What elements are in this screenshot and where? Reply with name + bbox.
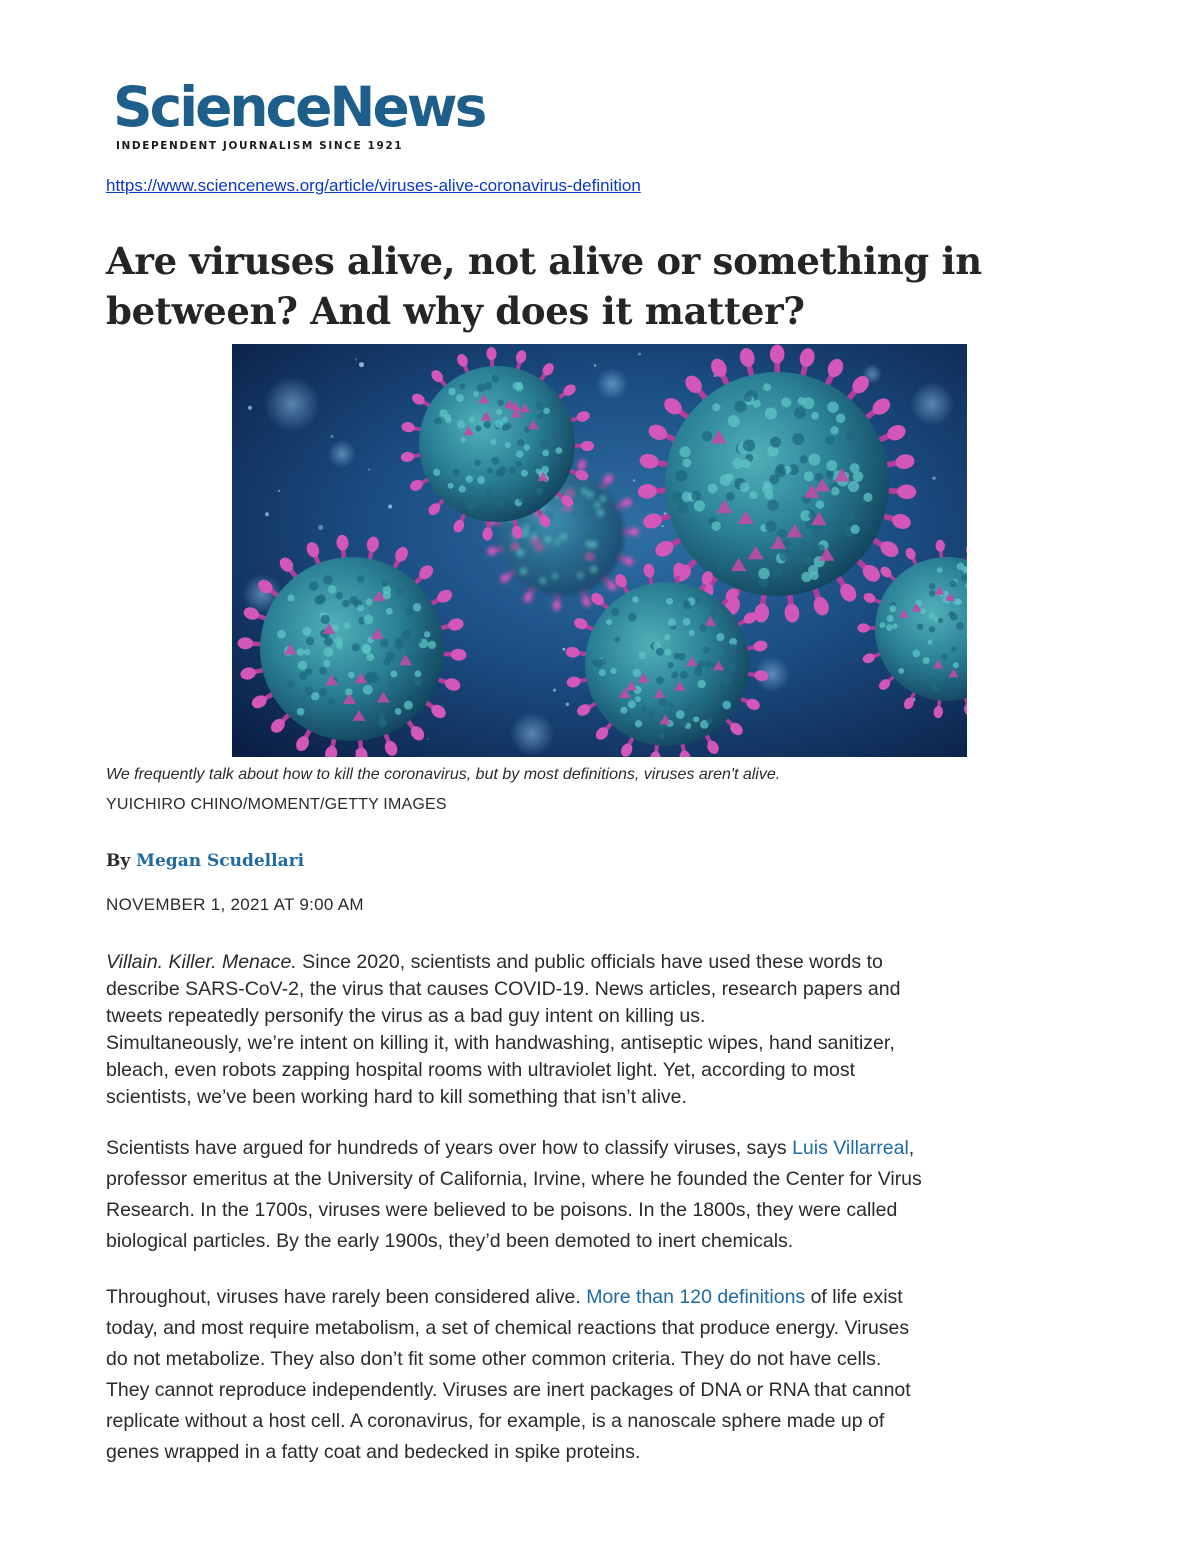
particle bbox=[562, 648, 565, 651]
particle bbox=[594, 364, 597, 367]
particle bbox=[248, 406, 252, 410]
paragraph-3-line-5: replicate without a host cell. A coronavirus, for example, is a nanoscale sphere made up of bbox=[106, 1410, 885, 1432]
particle bbox=[388, 505, 392, 509]
particle bbox=[553, 689, 556, 692]
bokeh-light bbox=[596, 368, 628, 400]
paragraph-2-line-1-before: Scientists have argued for hundreds of years over how to classify viruses, says bbox=[106, 1137, 793, 1159]
paragraph-3-line-3: do not metabolize. They also don’t fit some other common criteria. They do not have cells. bbox=[106, 1348, 882, 1370]
paragraph-3-line-1-after: of life exist bbox=[805, 1286, 903, 1308]
paragraph-2-line-1 bbox=[106, 1133, 1096, 1164]
article-paragraph-2 bbox=[106, 1133, 1096, 1257]
byline-prefix: By bbox=[106, 851, 137, 871]
paragraph-2-line-2: professor emeritus at the University of California, Irvine, where he founded the Center for Virus bbox=[106, 1168, 922, 1190]
particle bbox=[359, 362, 364, 367]
source-url-link[interactable]: https://www.sciencenews.org/article/viruses-alive-coronavirus-definition bbox=[106, 176, 641, 195]
paragraph-1-line-6: scientists, we’ve been working hard to kill something that isn’t alive. bbox=[106, 1086, 687, 1108]
particle bbox=[318, 525, 323, 530]
paragraph-1-line-1-rest: Since 2020, scientists and public officials have used these words to bbox=[296, 951, 883, 973]
particle bbox=[633, 479, 635, 481]
paragraph-1-line-3: tweets repeatedly personify the virus as a bad guy intent on killing us. bbox=[106, 1005, 706, 1027]
article-paragraph-3 bbox=[106, 1282, 1096, 1468]
paragraph-1-line-1 bbox=[106, 949, 1096, 976]
image-credit: YUICHIRO CHINO/MOMENT/GETTY IMAGES bbox=[106, 796, 447, 813]
bokeh-light bbox=[910, 382, 954, 426]
particle bbox=[662, 525, 664, 527]
hero-image bbox=[232, 344, 967, 757]
particle bbox=[355, 358, 357, 360]
headline-line-1: Are viruses alive, not alive or something in bbox=[106, 239, 982, 283]
paragraph-1-line-2: describe SARS-CoV-2, the virus that causes COVID-19. News articles, research papers and bbox=[106, 978, 901, 1000]
sciencenews-logo[interactable] bbox=[113, 75, 485, 156]
particle bbox=[565, 702, 569, 706]
paragraph-3-line-2: today, and most require metabolism, a set of chemical reactions that produce energy. Viruses bbox=[106, 1317, 910, 1339]
byline bbox=[106, 851, 304, 871]
article-paragraph-1 bbox=[106, 949, 1096, 1111]
paragraph-1-line-4: Simultaneously, we’re intent on killing it, with handwashing, antiseptic wipes, hand sanitizer, bbox=[106, 1032, 895, 1054]
particle bbox=[638, 353, 641, 356]
luis-villarreal-link[interactable]: Luis Villarreal bbox=[792, 1137, 909, 1159]
paragraph-3-line-4: They cannot reproduce independently. Viruses are inert packages of DNA or RNA that cannot bbox=[106, 1379, 911, 1401]
particle bbox=[330, 435, 333, 438]
logo-wordmark: ScienceNews bbox=[113, 75, 485, 139]
particle bbox=[932, 477, 935, 480]
paragraph-3-line-1-before: Throughout, viruses have rarely been considered alive. bbox=[106, 1286, 587, 1308]
paragraph-2-line-4: biological particles. By the early 1900s, they’d been demoted to inert chemicals. bbox=[106, 1230, 794, 1252]
logo-tagline: INDEPENDENT JOURNALISM SINCE 1921 bbox=[116, 140, 404, 152]
publish-date: NOVEMBER 1, 2021 AT 9:00 AM bbox=[106, 895, 364, 914]
italic-lead: Villain. Killer. Menace. bbox=[106, 951, 297, 973]
bokeh-light bbox=[264, 376, 320, 432]
particle bbox=[427, 738, 429, 740]
particle bbox=[278, 490, 280, 492]
bokeh-light bbox=[510, 712, 554, 756]
particle bbox=[265, 512, 269, 516]
bokeh-light bbox=[328, 440, 356, 468]
headline-line-2: between? And why does it matter? bbox=[106, 289, 805, 333]
paragraph-3-line-1 bbox=[106, 1282, 1096, 1313]
article-headline bbox=[106, 236, 1106, 336]
particle bbox=[368, 469, 370, 471]
image-caption: We frequently talk about how to kill the coronavirus, but by most definitions, viruses aren't alive. bbox=[106, 766, 781, 783]
paragraph-2-line-3: Research. In the 1700s, viruses were believed to be poisons. In the 1800s, they were called bbox=[106, 1199, 898, 1221]
paragraph-1-line-5: bleach, even robots zapping hospital rooms with ultraviolet light. Yet, according to most bbox=[106, 1059, 856, 1081]
paragraph-3-line-6: genes wrapped in a fatty coat and bedecked in spike proteins. bbox=[106, 1441, 641, 1463]
author-link[interactable]: Megan Scudellari bbox=[136, 851, 305, 871]
definitions-of-life-link[interactable]: More than 120 definitions bbox=[586, 1286, 806, 1308]
paragraph-2-line-1-after: , bbox=[908, 1137, 915, 1159]
